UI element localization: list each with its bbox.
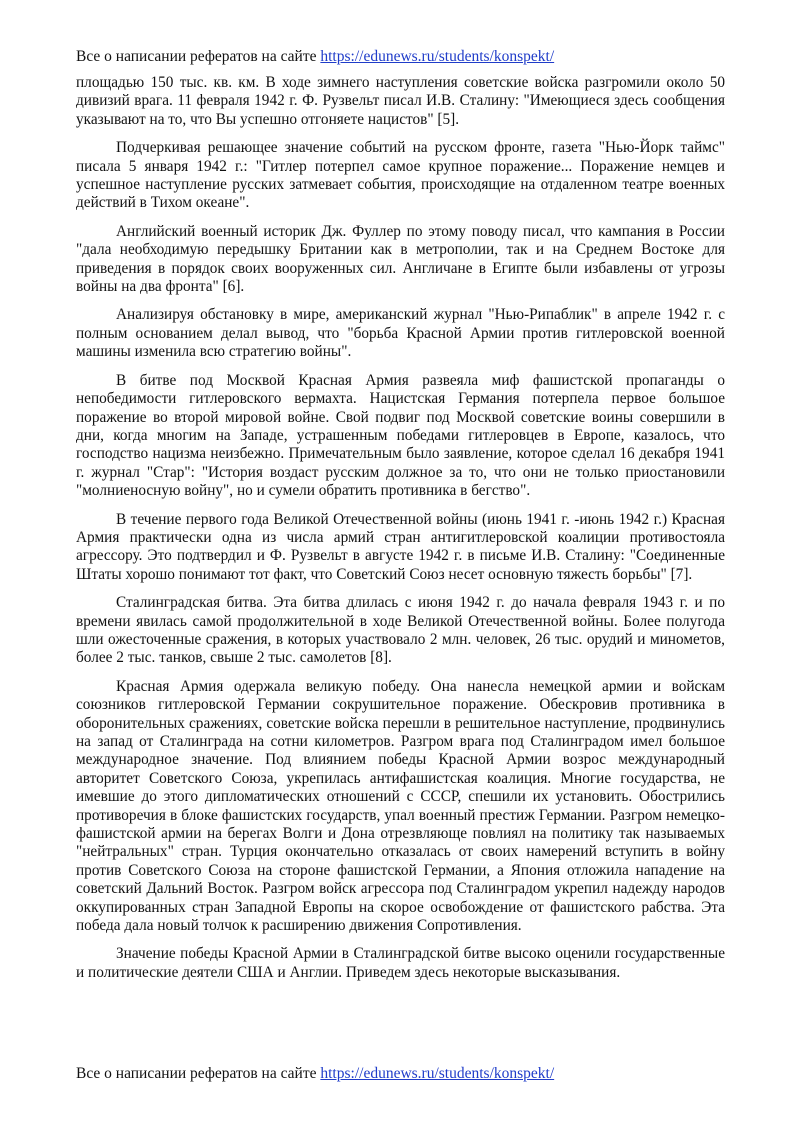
paragraph: Красная Армия одержала великую победу. Она нанесла немецкой армии и войскам союзников гитлеровской Германии сокрушительное поражение. Обескровив противника в оборонительных сражениях, советские войска перешли в решительное наступление, продвинулись на запад от Сталинграда на сотни километров. Разгром врага под Сталинградом имел большое международное значение. Под влиянием победы Красной Армии возрос международный авторитет Советского Союза, укрепилась антифашистская коалиция. Многие государства, не имевшие до этого дипломатических отношений с СССР, спешили их установить. Обострились противоречия в блоке фашистских государств, упал военный престиж Германии. Разгром немецко-фашистской армии на берегах Волги и Дона отрезвляюще повлиял на политику так называемых "нейтральных" стран. Турция окончательно отказалась от своих намерений вступить в войну против Советского Союза на стороне фашистской Германии, а Япония отложила нападение на советский Дальний Восток. Разгром войск агрессора под Сталинградом укрепил надежду народов оккупированных стран Западной Европы на скорое освобождение от фашистского рабства. Эта победа дала новый толчок к расширению движения Сопротивления. — [76, 677, 725, 935]
paragraph: Подчеркивая решающее значение событий на русском фронте, газета "Нью-Йорк таймс" писала 5 января 1942 г.: "Гитлер потерпел самое крупное поражение... Поражение немцев и успешное наступление русских затмевает события, происходящие на отдаленном театре военных действий в Тихом океане". — [76, 139, 725, 212]
page-header — [76, 47, 726, 67]
paragraph: Английский военный историк Дж. Фуллер по этому поводу писал, что кампания в России "дала необходимую передышку Британии как в метрополии, так и на Среднем Востоке для приведения в порядок своих вооруженных сил. Англичане в Египте были избавлены от угрозы войны на два фронта" [6]. — [76, 222, 725, 296]
paragraph: площадью 150 тыс. кв. км. В ходе зимнего наступления советские войска разгромили около 50 дивизий врага. 11 февраля 1942 г. Ф. Рузвельт писал И.В. Сталину: "Имеющиеся здесь сообщения указывают на то, что Вы успешно отгоняете нацистов" [5]. — [76, 74, 725, 128]
header-link[interactable]: https://edunews.ru/students/konspekt/ — [320, 48, 555, 65]
paragraph: Значение победы Красной Армии в Сталинградской битве высоко оценили государственные и политические деятели США и Англии. Приведем здесь некоторые высказывания. — [76, 945, 725, 981]
paragraph: В битве под Москвой Красная Армия развеяла миф фашистской пропаганды о непобедимости гитлеровского вермахта. Нацистская Германия потерпела первое большое поражение во второй мировой войне. Свой подвиг под Москвой советские воины совершили в дни, когда многим на Западе, устрашенным победами гитлеровцев в Европе, казалось, что господство нацизма неизбежно. Примечательным было заявление, которое сделал 16 декабря 1941 г. журнал "Стар": "История воздаст русским должное за то, что они не только приостановили "молниеносную войну", но и сумели обратить противника в бегство". — [76, 371, 725, 500]
header-text: Все о написании рефератов на сайте — [76, 48, 321, 65]
article-body — [76, 74, 725, 992]
footer-text: Все о написании рефератов на сайте — [76, 1065, 321, 1082]
paragraph: Сталинградская битва. Эта битва длилась с июня 1942 г. до начала февраля 1943 г. и по времени явилась самой продолжительной в ходе Великой Отечественной войны. Более полугода шли ожесточенные сражения, в которых участвовало 2 млн. человек, 26 тыс. орудий и минометов, более 2 тыс. танков, свыше 2 тыс. самолетов [8]. — [76, 594, 725, 667]
page-footer — [76, 1064, 726, 1084]
paragraph: В течение первого года Великой Отечественной войны (июнь 1941 г. -июнь 1942 г.) Красная Армия практически одна из числа армий стран антигитлеровской коалиции противостояла агрессору. Это подтвердил и Ф. Рузвельт в августе 1942 г. в письме И.В. Сталину: "Соединенные Штаты хорошо понимают тот факт, что Советский Союз несет основную тяжесть борьбы" [7]. — [76, 510, 725, 583]
footer-link[interactable]: https://edunews.ru/students/konspekt/ — [320, 1065, 555, 1082]
paragraph: Анализируя обстановку в мире, американский журнал "Нью-Рипаблик" в апреле 1942 г. с полным основанием делал вывод, что "борьба Красной Армии против гитлеровской военной машины изменила всю стратегию войны". — [76, 306, 725, 361]
